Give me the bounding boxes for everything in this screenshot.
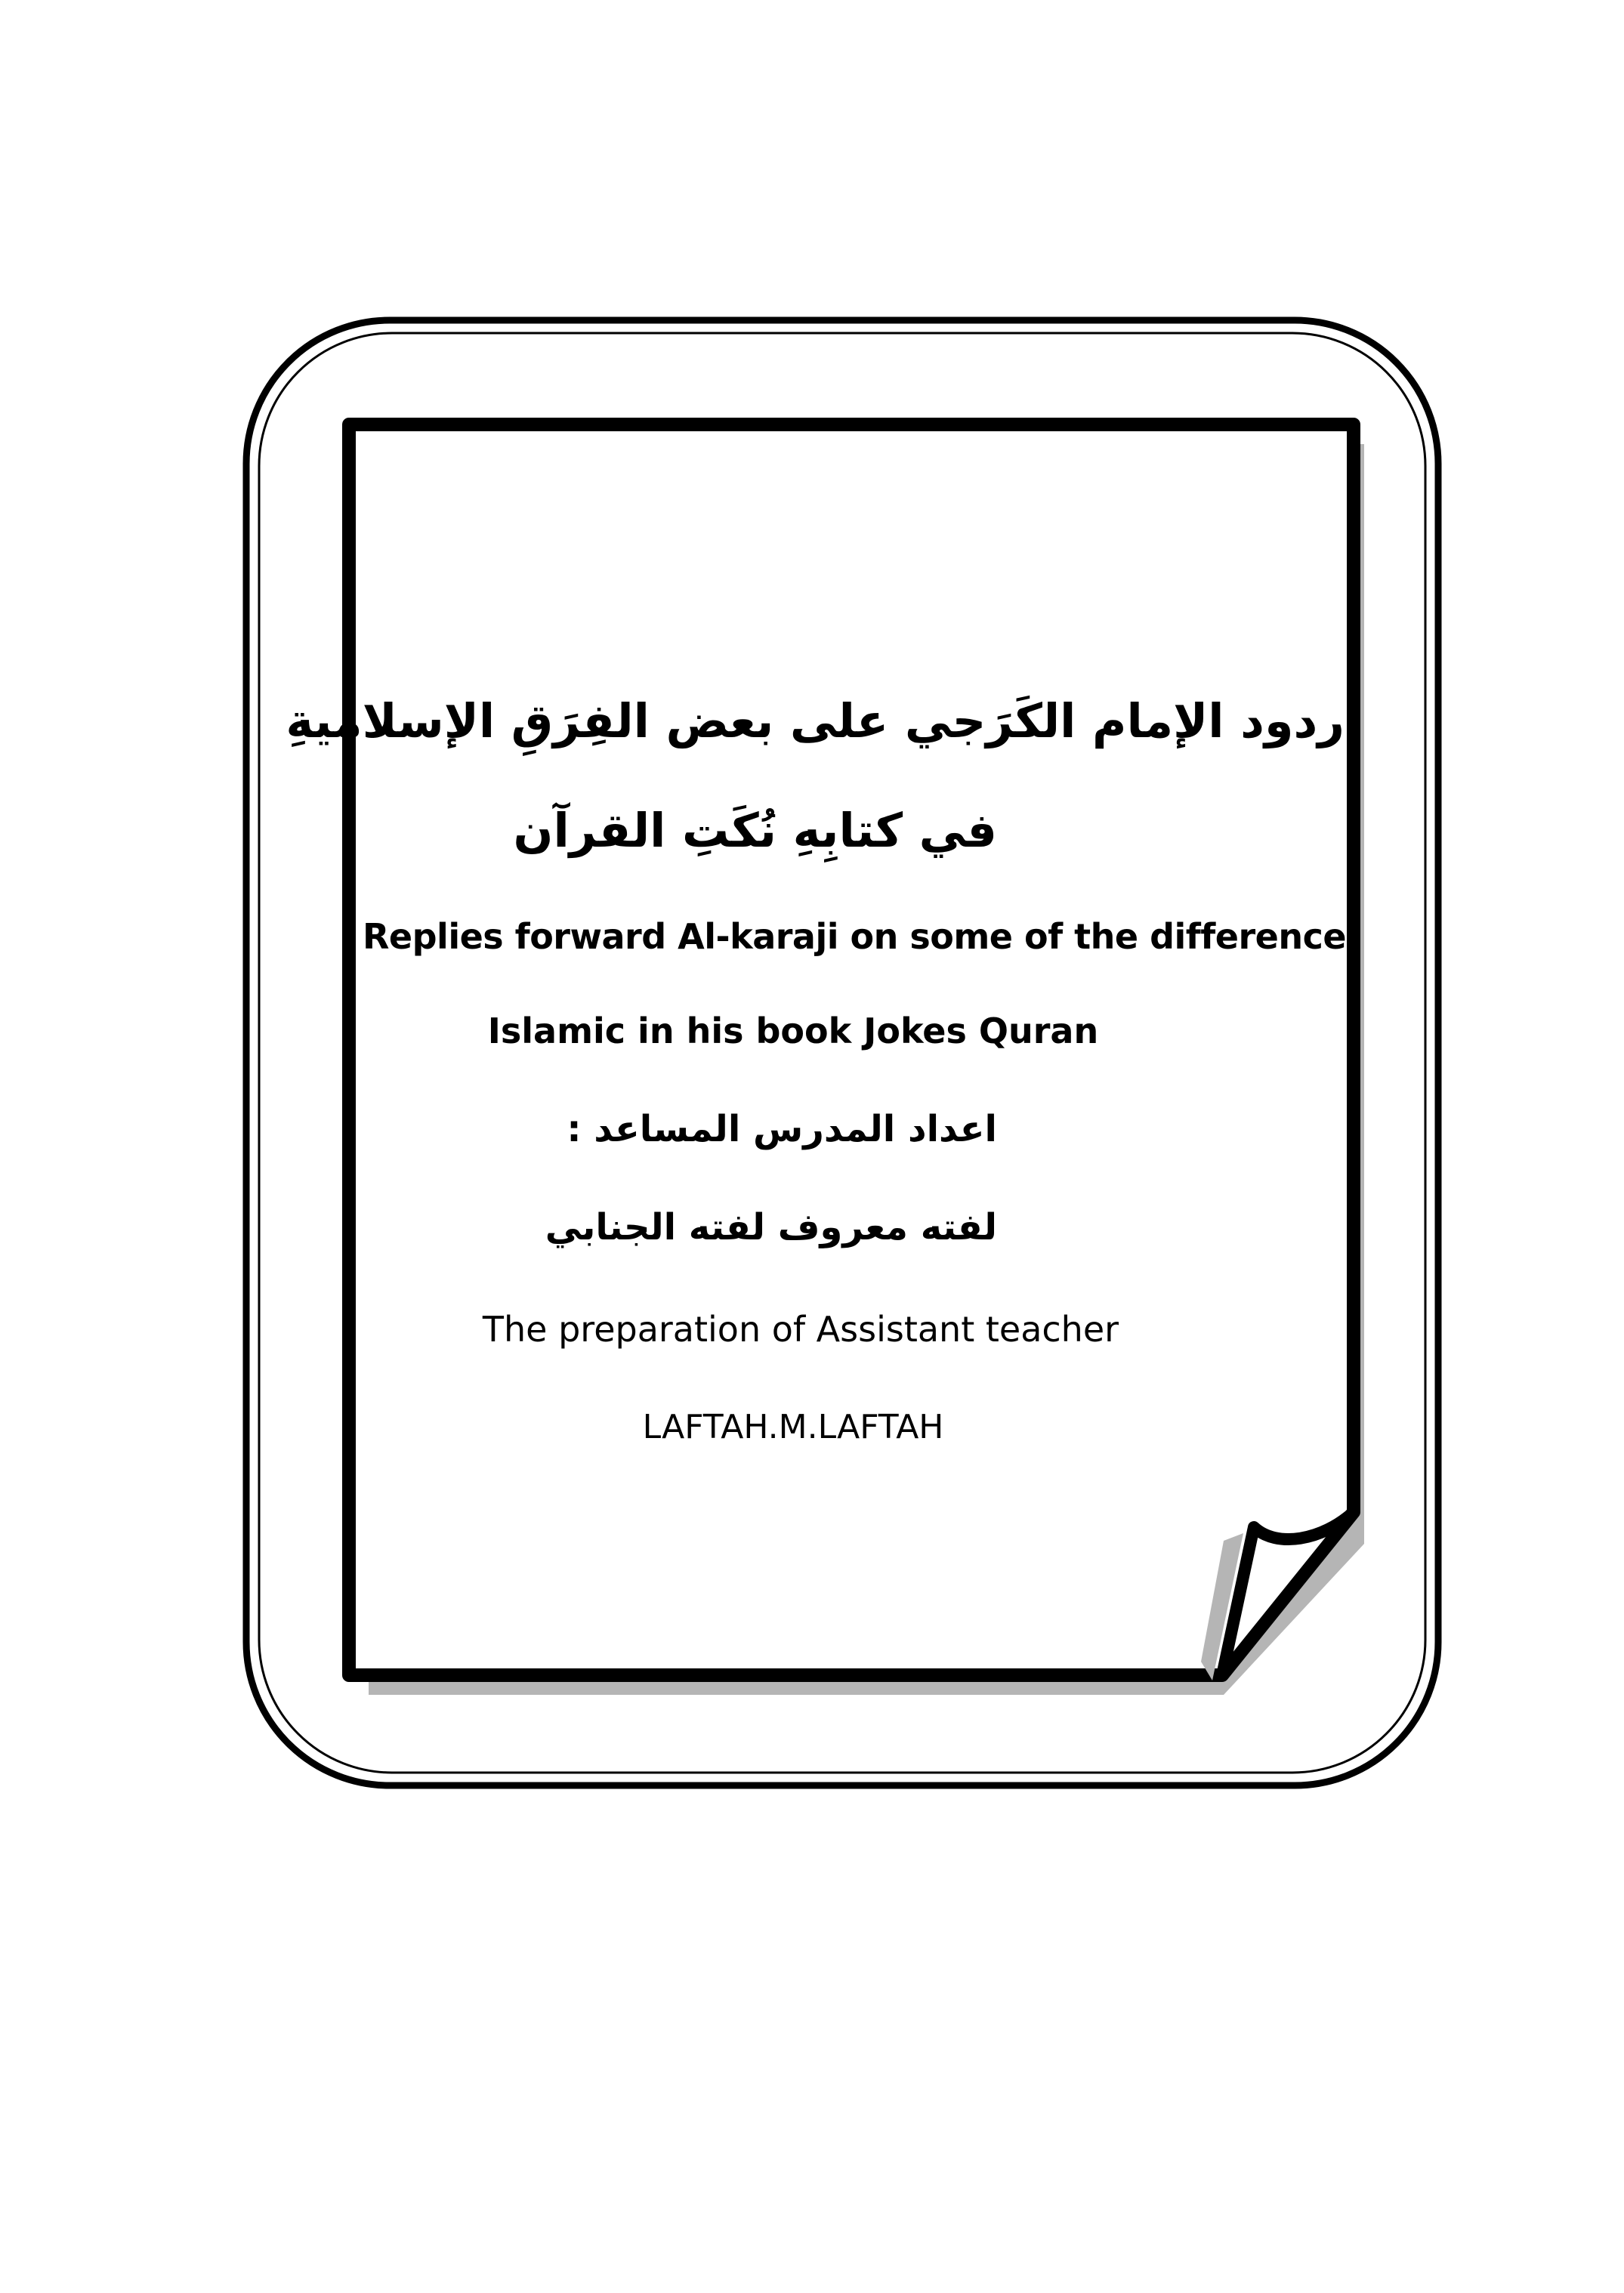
preparation-arabic: اعداد المدرس المساعد :: [567, 1108, 997, 1150]
author-arabic: لفته معروف لفته الجنابي: [545, 1206, 997, 1248]
title-english-line-2: Islamic in his book Jokes Quran: [487, 1011, 1099, 1051]
title-arabic-line-2: في كتابِهِ نُكَتِ القرآن: [513, 803, 997, 858]
preparation-english: The preparation of Assistant teacher: [482, 1309, 1119, 1350]
title-english-line-1: Replies forward Al-karaji on some of the difference: [363, 916, 1347, 957]
title-arabic-line-1: ردود الإمام الكَرَجي على بعض الفِرَقِ الإسلاميةِ: [286, 693, 1345, 748]
author-english: LAFTAH.M.LAFTAH: [642, 1408, 944, 1446]
